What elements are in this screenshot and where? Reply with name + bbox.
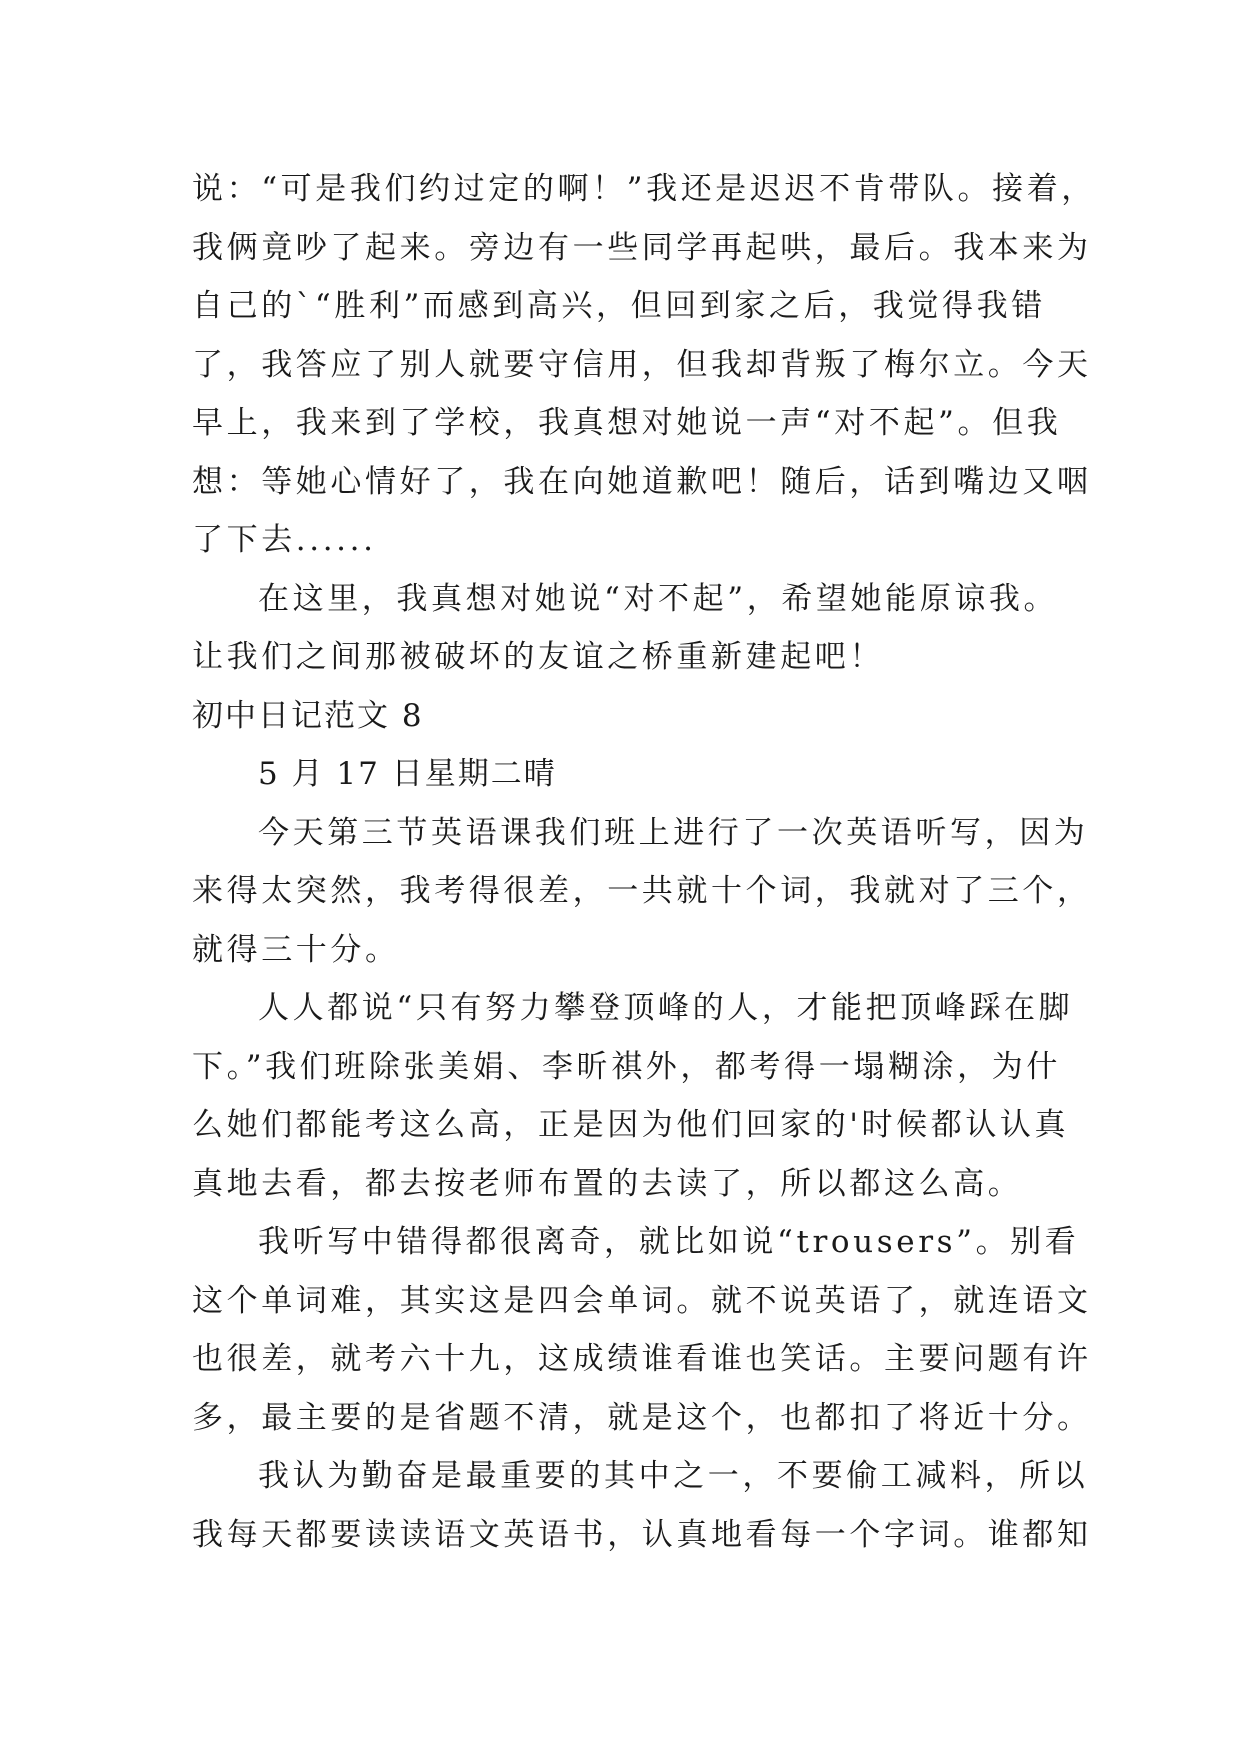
text-line: 自己的`“胜利”而感到高兴，但回到家之后，我觉得我错: [192, 288, 1046, 324]
text-line: 真地去看，都去按老师布置的去读了，所以都这么高。: [192, 1165, 1023, 1202]
paragraph-start-line: 人人都说“只有努力攀登顶峰的人，才能把顶峰踩在脚: [258, 990, 1074, 1026]
paragraph-start-line: 我认为勤奋是最重要的其中之一，不要偷工减料，所以: [258, 1458, 1089, 1494]
text-line: 就得三十分。: [192, 931, 400, 968]
diary-date-line: 5 月 17 日星期二晴: [258, 756, 557, 792]
text-line: 我每天都要读读语文英语书，认真地看每一个字词。谁都知: [192, 1516, 1092, 1553]
text-line: 我俩竟吵了起来。旁边有一些同学再起哄，最后。我本来为: [192, 229, 1092, 266]
text-line: 早上，我来到了学校，我真想对她说一声“对不起”。但我: [192, 405, 1062, 441]
text-line: 么她们都能考这么高，正是因为他们回家的'时候都认认真: [192, 1107, 1070, 1143]
document-body: [192, 160, 1096, 1564]
paragraph-start-line: 今天第三节英语课我们班上进行了一次英语听写，因为: [258, 814, 1089, 851]
paragraph-start-line: 我听写中错得都很离奇，就比如说“trousers”。别看: [258, 1224, 1080, 1260]
paragraph-start-line: 在这里，我真想对她说“对不起”，希望她能原谅我。: [258, 580, 1059, 617]
text-line: 多，最主要的是省题不清，就是这个，也都扣了将近十分。: [192, 1399, 1092, 1436]
text-line: 下。”我们班除张美娟、李昕祺外，都考得一塌糊涂，为什: [192, 1048, 1061, 1085]
text-line: 了下去......: [192, 522, 377, 558]
text-line: 说：“可是我们约过定的啊！”我还是迟迟不肯带队。接着，: [192, 171, 1096, 207]
text-line: 来得太突然，我考得很差，一共就十个词，我就对了三个，: [192, 873, 1092, 909]
text-line: 让我们之间那被破坏的友谊之桥重新建起吧！: [192, 639, 884, 675]
section-heading: 初中日记范文 8: [192, 697, 424, 734]
text-line: 想：等她心情好了，我在向她道歉吧！随后，话到嘴边又咽: [192, 463, 1092, 500]
text-line: 也很差，就考六十九，这成绩谁看谁也笑话。主要问题有许: [192, 1341, 1092, 1377]
text-line: 这个单词难，其实这是四会单词。就不说英语了，就连语文: [192, 1282, 1092, 1319]
text-line: 了，我答应了别人就要守信用，但我却背叛了梅尔立。今天: [192, 346, 1092, 383]
